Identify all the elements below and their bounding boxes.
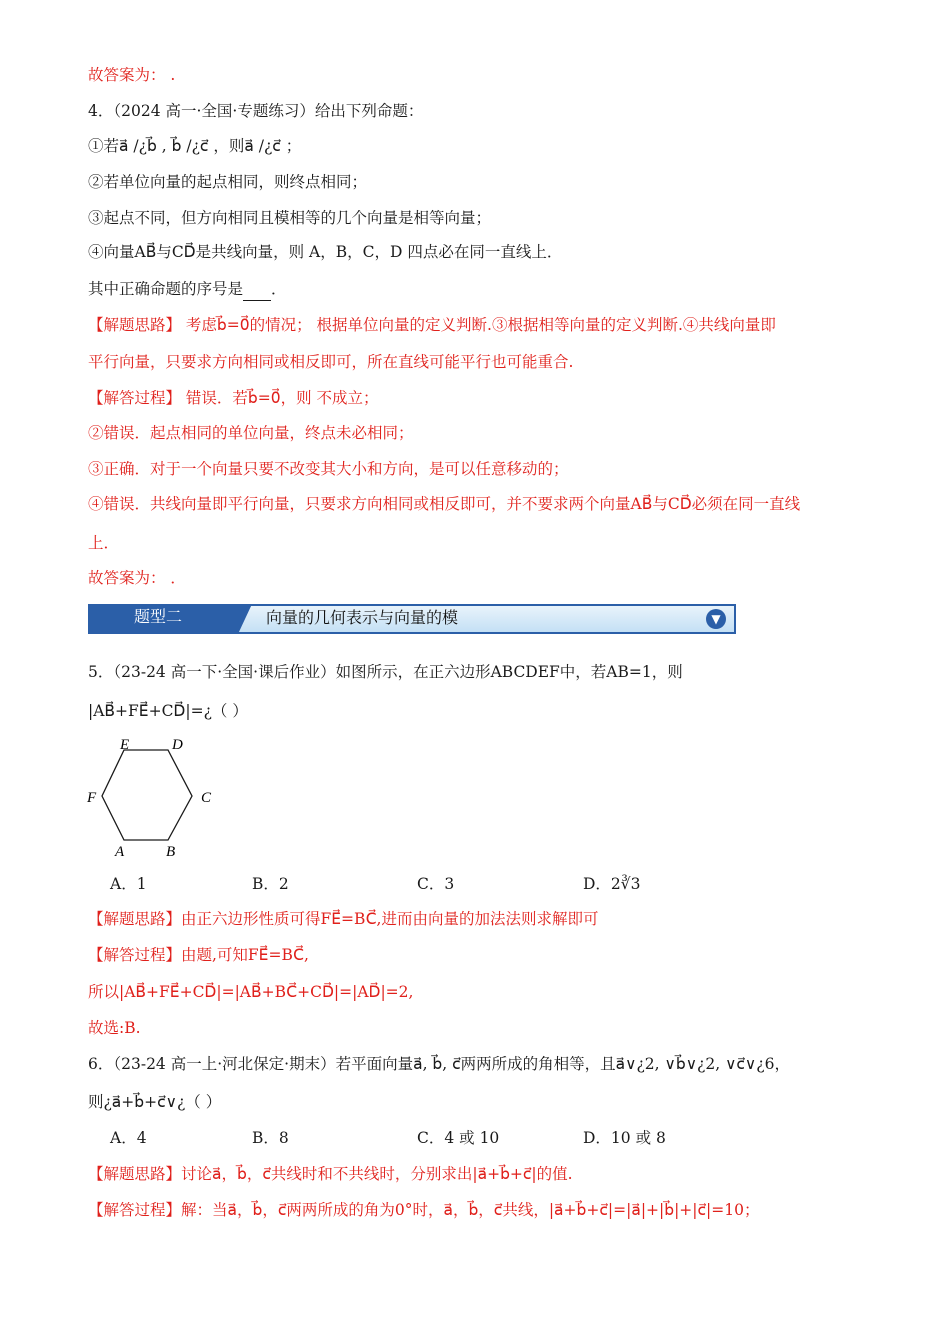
q4-question-end: ． [271,280,287,298]
q4-solution-process-4: ④错误．共线向量即平行向量，只要求方向相同或相反即可，并不要求两个向量AB⃗与CD⃗必须在同一直线 [88,495,801,513]
q5-option-c: C．3 [417,875,455,893]
q4-proposition-1: ①若a⃗ /¿b⃗ , b⃗ /¿c⃗ ，则a⃗ /¿c⃗ ； [88,137,302,155]
q5-option-d: D．2∛3 [583,875,641,893]
q6-solution-idea: 【解题思路】讨论a⃗，b⃗，c⃗共线时和不共线时，分别求出|a⃗+b⃗+c⃗|的值. [88,1165,573,1183]
q5-expression: |AB⃗+FE⃗+CD⃗|=¿（ ） [88,702,248,720]
q5-solution-process-2: 所以|AB⃗+FE⃗+CD⃗|=|AB⃗+BC⃗+CD⃗|=|AD⃗|=2, [88,983,414,1001]
q5-heading: 5．（23-24 高一下·全国·课后作业）如图所示，在正六边形ABCDEF中，若AB=1，则 [88,663,683,681]
q6-option-c: C．4 或 10 [417,1129,500,1147]
chevron-down-icon: ▼ [706,609,726,629]
q4-solution-idea-1: 【解题思路】 考虑b⃗=0⃗的情况； 根据单位向量的定义判断.③根据相等向量的定义判断.④共线向量即 [88,316,776,334]
q4-solution-process-5: 上． [88,534,120,552]
vertex-label-c: C [201,790,212,806]
q4-answer: 故答案为： ． [88,569,186,587]
answer-line: 故答案为： . [88,66,176,84]
q5-option-b: B．2 [252,875,289,893]
q4-solution-process-1: 【解答过程】 错误．若b⃗=0⃗，则 不成立； [88,389,379,407]
vertex-label-d: D [172,737,183,753]
q5-option-a: A．1 [110,875,147,893]
hexagon-figure [84,732,224,862]
banner-label-box [88,604,238,634]
vertex-label-a: A [115,844,125,860]
q5-answer: 故选:B. [88,1019,141,1037]
q4-question-text: 其中正确命题的序号是 [88,280,244,298]
q5-solution-process-1: 【解答过程】由题,可知FE⃗=BC⃗, [88,946,309,964]
q6-solution-process: 【解答过程】解：当a⃗，b⃗，c⃗两两所成的角为0°时，a⃗，b⃗，c⃗共线，|a⃗+b⃗+c⃗|=|a⃗|+|b⃗|+|c⃗|=10； [88,1201,760,1219]
vertex-label-f: F [87,790,97,806]
q4-solution-process-3: ③正确．对于一个向量只要不改变其大小和方向，是可以任意移动的； [88,460,569,478]
q6-option-d: D．10 或 8 [583,1129,666,1147]
vertex-label-e: E [120,737,130,753]
q6-heading: 6．（23-24 高一上·河北保定·期末）若平面向量a⃗, b⃗, c⃗两两所成的角相等，且a⃗∨¿2, ∨b⃗∨¿2, ∨c⃗∨¿6， [88,1055,790,1073]
answer-blank [243,278,271,301]
banner-title-box [228,604,736,634]
banner-title: 向量的几何表示与向量的模 [266,608,459,627]
q6-question: 则¿a⃗+b⃗+c⃗∨¿（ ） [88,1093,222,1111]
q5-solution-idea: 【解题思路】由正六边形性质可得FE⃗=BC⃗,进而由向量的加法法则求解即可 [88,910,599,928]
q4-question [88,278,287,301]
q4-proposition-4: ④向量AB⃗与CD⃗是共线向量，则 A，B，C，D 四点必在同一直线上． [88,243,563,261]
q4-proposition-2: ②若单位向量的起点相同，则终点相同； [88,173,368,191]
q4-solution-process-2: ②错误．起点相同的单位向量，终点未必相同； [88,424,414,442]
section-banner [88,604,736,634]
hexagon-shape [102,750,192,840]
vertex-label-b: B [166,844,176,860]
banner-slant [238,604,252,634]
q4-solution-idea-2: 平行向量，只要求方向相同或相反即可，所在直线可能平行也可能重合. [88,353,574,371]
q4-proposition-3: ③起点不同，但方向相同且模相等的几个向量是相等向量； [88,209,492,227]
q6-option-a: A．4 [110,1129,147,1147]
banner-label: 题型二 [134,607,183,626]
q6-option-b: B．8 [252,1129,289,1147]
q4-heading: 4．（2024 高一·全国·专题练习）给出下列命题： [88,102,424,120]
